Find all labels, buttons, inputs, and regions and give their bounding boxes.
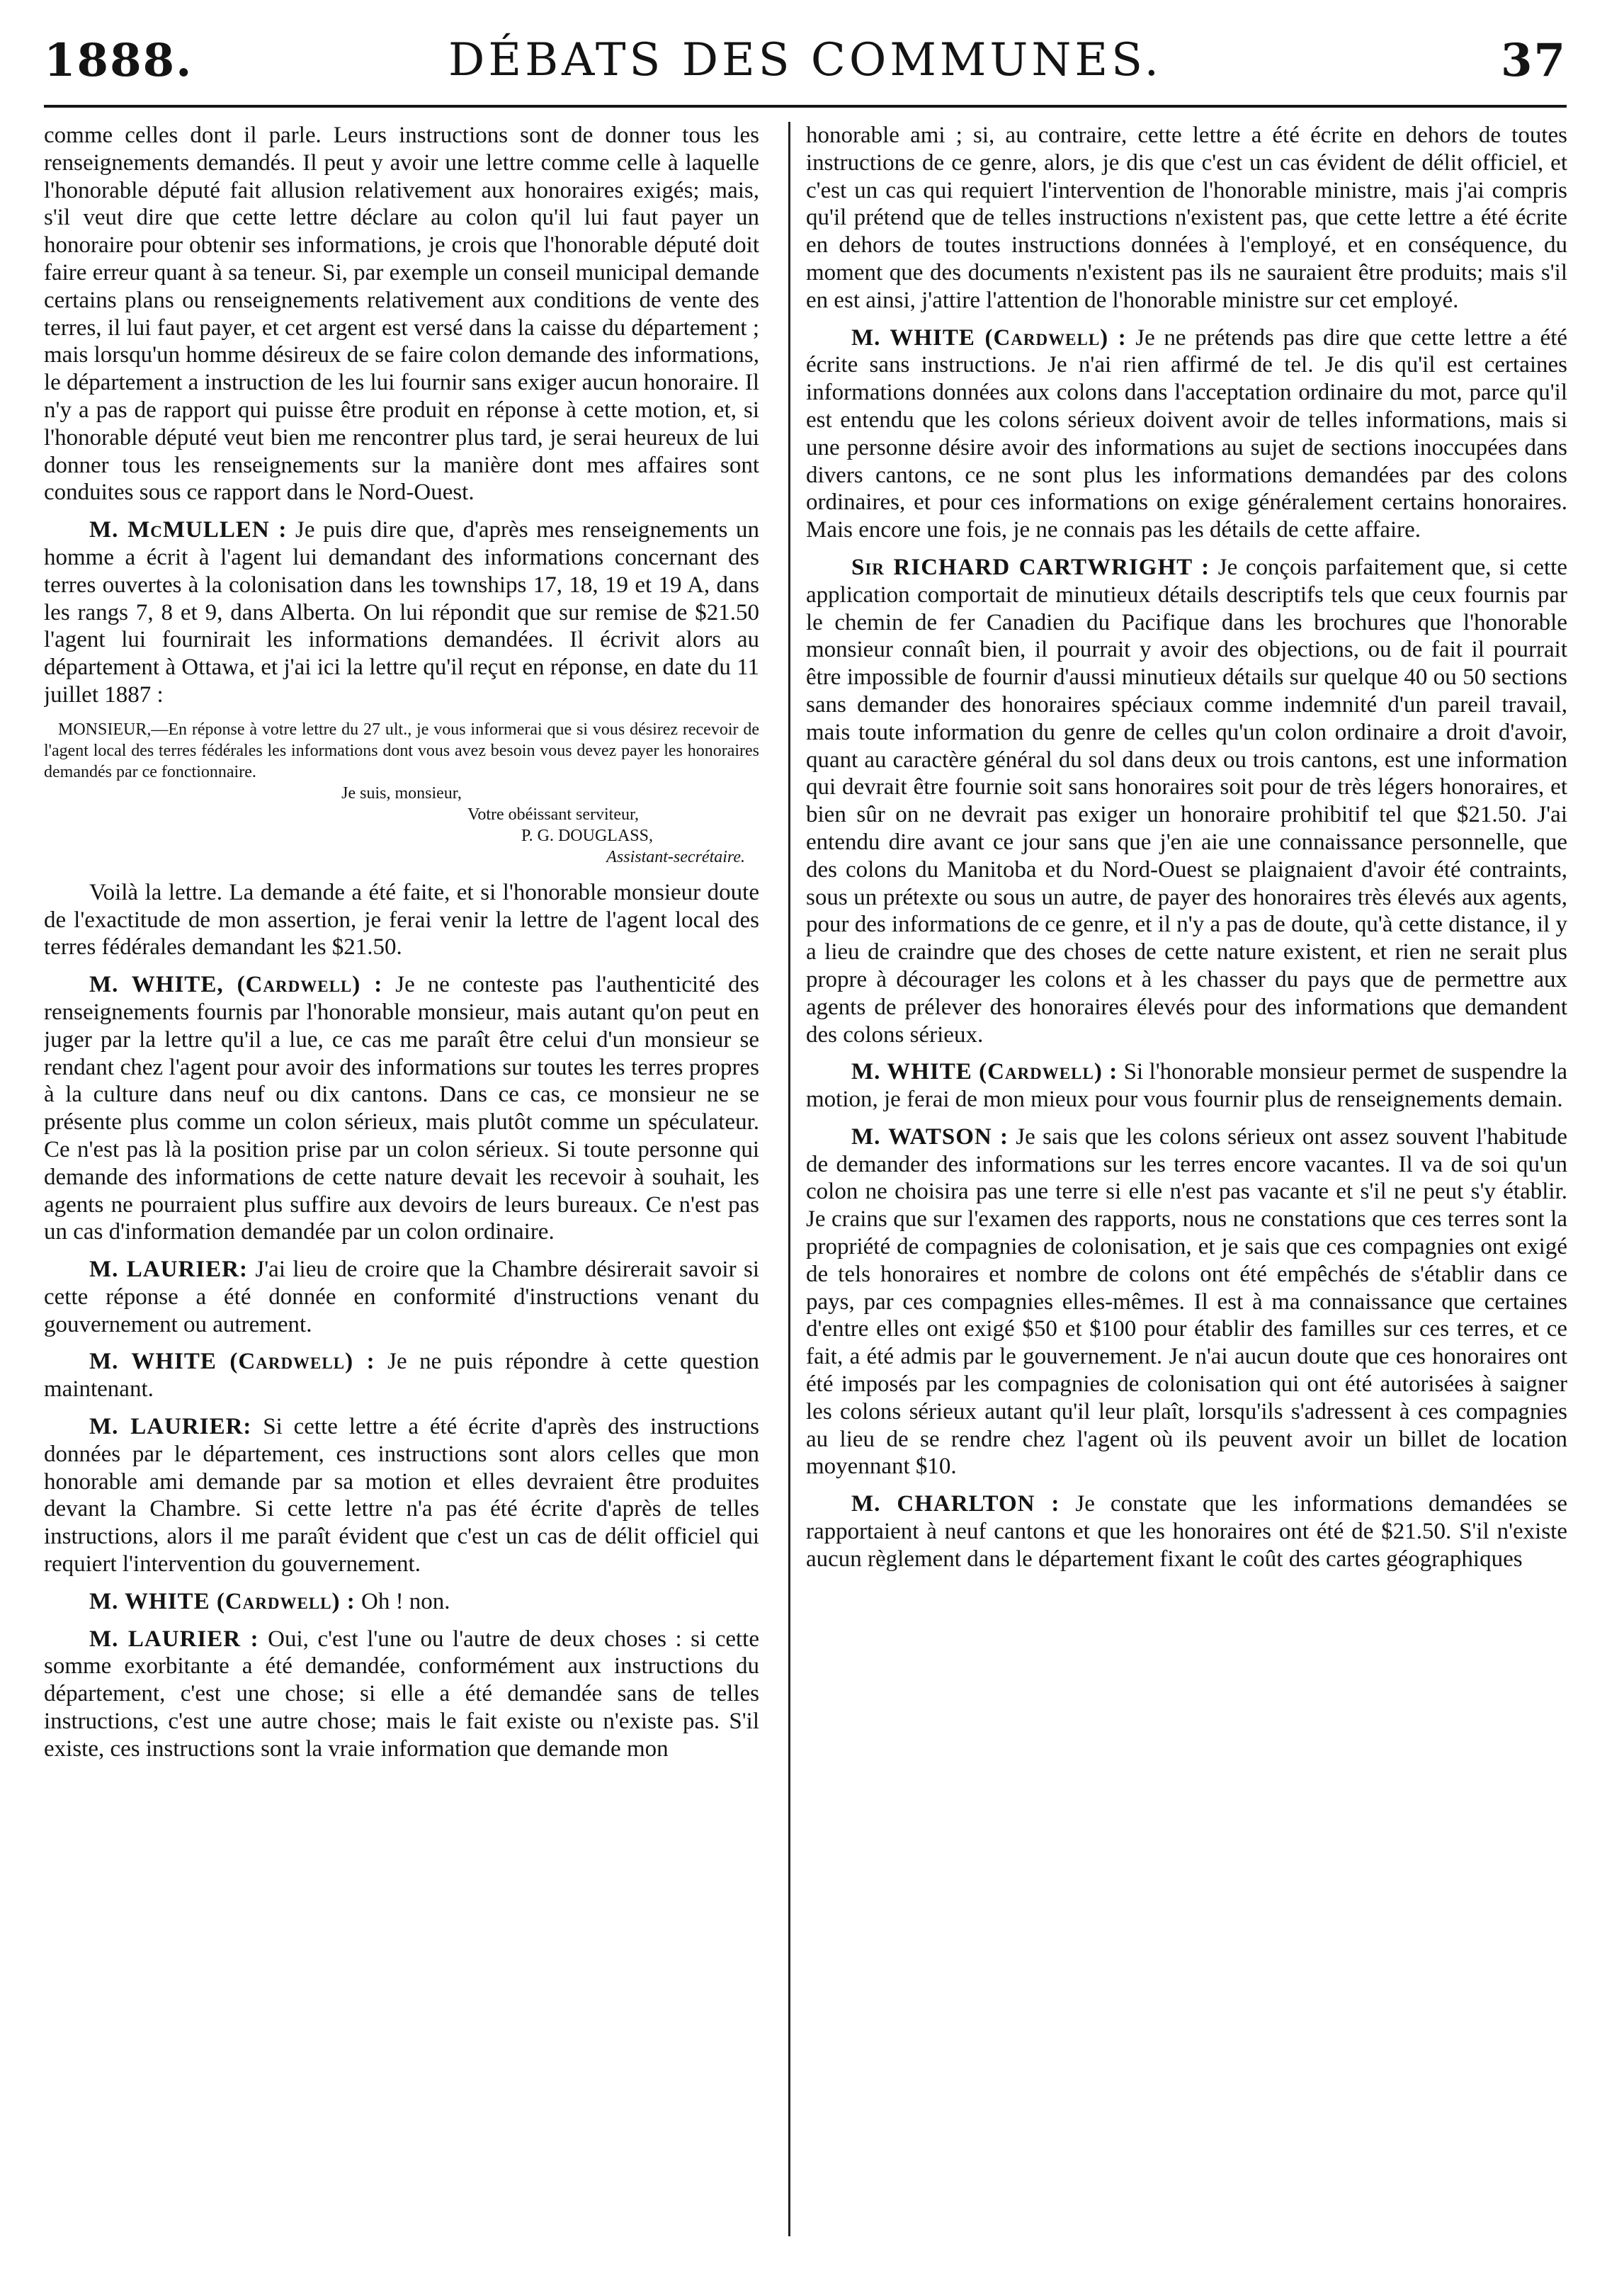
paragraph: comme celles dont il parle. Leurs instructions sont de donner tous les renseignements demandés. Il peut y avoir une lettre comme celle à laquelle l'honorable député fait allusion relativement aux honoraires exigés; mais, s'il veut dire que cette lettre déclare au colon qu'il lui faut payer un honoraire pour obtenir ses informations, je crois que l'honorable député doit faire erreur quant à sa teneur. Si, par exemple un conseil municipal demande certains plans ou renseignements relativement aux conditions de vente des terres, il lui faut payer, et cet argent est versé dans la caisse du département ; mais lorsqu'un homme désireux de se faire colon demande des informations, le département a instruction de les lui fournir sans exiger aucun honoraire. Il n'y a pas de rapport qui puisse être produit en réponse à cette motion, et, si l'honorable député veut bien me rencontrer plus tard, je serai heureux de lui donner tous les renseignements sur la manière dont mes affaires sont conduites sous ce rapport dans le Nord-Ouest. [44, 123, 759, 506]
speech [806, 324, 1567, 544]
letter-body: MONSIEUR,—En réponse à votre lettre du 27 ult., je vous informerai que si vous désirez recevoir de l'agent local des terres fédérales les informations dont vous avez besoin vous devez payer les honoraires demandés par ce fonctionnaire. [44, 720, 759, 781]
right-column [806, 122, 1567, 2254]
letter-signature: P. G. DOUGLASS, [521, 826, 653, 845]
speech-text: Si l'honorable monsieur permet de suspendre la motion, je ferai de mon mieux pour vous fournir plus de renseignements demain. [806, 1059, 1567, 1113]
speech [44, 516, 759, 709]
speaker-name: M. LAURIER: [89, 1414, 252, 1440]
speaker-name: M. WHITE (Cardwell) : [89, 1588, 356, 1614]
header-title: DÉBATS DES COMMUNES. [448, 34, 1162, 86]
speech-text: Oh ! non. [355, 1588, 450, 1614]
paragraph: Voilà la lettre. La demande a été faite, et si l'honorable monsieur doute de l'exactitude de mon assertion, je ferai venir la lettre de l'agent local des terres fédérales demandant les $21.50. [44, 879, 759, 961]
column-divider [788, 122, 790, 2236]
speaker-name: Sir RICHARD CARTWRIGHT : [851, 554, 1210, 580]
speech [806, 1058, 1567, 1114]
speech [44, 1413, 759, 1578]
speaker-name: M. WHITE (Cardwell) : [851, 1059, 1118, 1085]
speech [806, 554, 1567, 1048]
speech-text: Je ne conteste pas l'authenticité des renseignements fournis par l'honorable monsieur, mais autant qu'on peut en juger par la lettre qu'il a lue, ce cas me paraît être celui d'un monsieur se rendant chez l'agent pour avoir des informations sur toutes les terres propres à la culture dans neuf ou dix cantons. Dans ce cas, ce monsieur ne se présente plus comme un colon sérieux, mais plutôt comme un spéculateur. Ce n'est pas là la position prise par un colon sérieux. Si toute personne qui demande des informations de cette nature devait les recevoir à souhait, les agents ne pourraient plus suffire aux devoirs de leurs bureaux. Ce n'est pas un cas d'information demandée par un colon ordinaire. [44, 972, 759, 1245]
header-year: 1888. [44, 34, 193, 87]
speaker-name: M. WHITE, (Cardwell) : [89, 972, 383, 998]
page-number: 37 [1500, 34, 1567, 87]
speech-text: J'ai lieu de croire que la Chambre désirerait savoir si cette réponse a été donnée en conformité d'instructions venant du gouvernement ou autrement. [44, 1257, 759, 1337]
speaker-name: M. WHITE (Cardwell) : [851, 324, 1127, 351]
speaker-name: M. McMULLEN : [89, 517, 288, 543]
page-header [44, 21, 1567, 108]
quoted-letter [44, 719, 759, 868]
speaker-name: M. LAURIER : [89, 1626, 259, 1652]
speaker-name: M. LAURIER: [89, 1257, 248, 1283]
speaker-name: M. CHARLTON : [851, 1491, 1060, 1517]
speech [806, 1123, 1567, 1480]
speech-text: Je ne prétends pas dire que cette lettre a été écrite sans instructions. Je n'ai rien affirmé de tel. Je dis qu'il est certaines informations données aux colons dans l'acceptation ordinaire du mot, parce qu'il est entendu que les colons sérieux doivent avoir de telles informations, mais si une personne désire avoir des informations au sujet de sections inoccupées dans divers cantons, ce ne sont plus les informations demandées par des colons ordinaires, et pour ces informations on exige généralement certains honoraires. Mais encore une fois, je ne connais pas les détails de cette affaire. [806, 324, 1567, 543]
speaker-name: M. WHITE (Cardwell) : [89, 1349, 375, 1375]
letter-closing: Je suis, monsieur, [341, 783, 462, 803]
speech [44, 1626, 759, 1763]
speech-text: Je sais que les colons sérieux ont assez souvent l'habitude de demander des informations sur les terres encore vacantes. Il va de soi qu'un colon ne choisira pas une terre si elle n'est pas vacante et s'il ne peut s'y établir. Je crains que sur l'examen des rapports, nous ne constations que ces terres sont la propriété de compagnies de colonisation, et je sais que ces compagnies ont exigé de tels honoraires et nombre de colons ont été empêchés de s'établir dans ce pays, par ces compagnies elles-mêmes. Il est à ma connaissance que certaines d'entre elles ont exigé $50 et $100 pour établir des familles sur ces terres, et ce fait, a été admis par le gouvernement. Je n'ai aucun doute que ces honoraires ont été imposés par les compagnies de colonisation qui ont été autorisées à saigner les colons sérieux autant qu'il leur plaît, lorsqu'ils s'adressent à ces compagnies au lieu de se rendre chez l'agent où ils peuvent avoir un billet de location moyennant $10. [806, 1123, 1567, 1480]
speech-text: Oui, c'est l'une ou l'autre de deux choses : si cette somme exorbitante a été demandée, conformément aux instructions du département, c'est une chose; si elle a été demandée sans de telles instructions, c'est une autre chose; mais le fait existe ou n'existe pas. S'il existe, ces instructions sont la vraie information que demande mon [44, 1626, 759, 1762]
speech-text: Je constate que les informations demandées se rapportaient à neuf cantons et que les honoraires ont été de $21.50. S'il n'existe aucun règlement dans le département fixant le coût des cartes géographiques [806, 1491, 1567, 1572]
speaker-name: M. WATSON : [851, 1123, 1009, 1150]
speech [44, 1348, 759, 1403]
speech [44, 1588, 759, 1616]
speech-text: Si cette lettre a été écrite d'après des instructions données par le département, ces instructions sont alors celles que mon honorable ami demande par sa motion et elles devraient être produites devant la Chambre. Si cette lettre n'a pas été écrite d'après de telles instructions, alors il me paraît évident que c'est un cas de délit officiel qui requiert l'intervention du gouvernement. [44, 1414, 759, 1578]
letter-closing: Votre obéissant serviteur, [467, 805, 639, 824]
paragraph: honorable ami ; si, au contraire, cette lettre a été écrite en dehors de toutes instructions de ce genre, alors, je dis que c'est un cas évident de délit officiel, et c'est un cas qui requiert l'intervention de l'honorable ministre, mais j'ai compris qu'il prétend que de telles instructions n'existent pas, que cette lettre a été écrite en dehors de toutes instructions données à l'employé, et en conséquence, du moment que des documents n'existent pas ils ne sauraient être produits; mais s'il en est ainsi, j'attire l'attention de l'honorable ministre sur cet employé. [806, 123, 1567, 313]
letter-signature-title: Assistant-secrétaire. [606, 847, 745, 866]
speech [44, 1256, 759, 1338]
speech [44, 971, 759, 1246]
speech-text: Je conçois parfaitement que, si cette application comportait de minutieux détails descriptifs tels que ceux fournis par le chemin de fer Canadien du Pacifique dans les brochures que l'honorable monsieur connaît bien, il pourrait y avoir des objections, ou de fait il pourrait être impossible de fournir d'aussi minutieux détails sur quelque 40 ou 50 sections sans demander des honoraires spéciaux comme indemnité d'un pareil travail, mais toute information du genre de celles qu'un colon ordinaire a droit d'avoir, quant au caractère général du sol dans deux ou trois cantons, est une information qui devrait être fournie soit sans honoraires soit pour de très légers honoraires, et bien sûr on ne devrait pas exiger un honoraire prohibitif tel que $21.50. J'ai entendu dire avant ce jour sans que j'en aie une connaissance personnelle, que des colons du Manitoba et du Nord-Ouest se plaignaient d'avoir été contraints, sous un prétexte ou sous un autre, de payer des honoraires très élevés aux agents, pour des informations de ce genre, et il n'y a pas de doute, qu'à cette distance, il y a lieu de craindre que des choses de cette nature existent, et rien ne serait plus propre à décourager les colons et à les chasser du pays que de permettre aux agents de prélever des honoraires élevés pour des informations que demandent des colons sérieux. [806, 554, 1567, 1048]
speech [806, 1490, 1567, 1573]
left-column [44, 122, 759, 2254]
speech-text: Je ne puis répondre à cette question maintenant. [44, 1349, 759, 1403]
speech-text: Je puis dire que, d'après mes renseignements un homme a écrit à l'agent lui demandant des informations concernant des terres ouvertes à la colonisation dans les townships 17, 18, 19 et 19 A, dans les rangs 7, 8 et 9, dans Alberta. On lui répondit que sur remise de $21.50 l'agent lui fournirait les informations demandées. Il écrivit alors au département à Ottawa, et j'ai ici la lettre qu'il reçut en réponse, en date du 11 juillet 1887 : [44, 517, 759, 708]
